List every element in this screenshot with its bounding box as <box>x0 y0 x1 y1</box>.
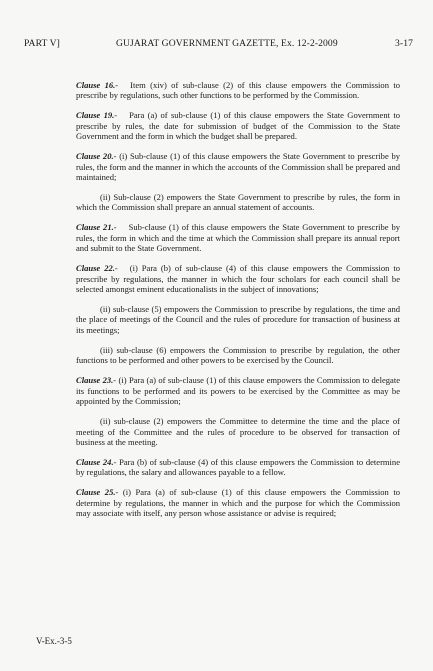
paragraph-text: Item (xiv) of sub-clause (2) of this clause empowers the Commission to prescribe by regulations, such other functions to be performed by the Commission. <box>76 80 401 101</box>
page-header <box>24 38 413 52</box>
clause-23-paragraph <box>76 375 400 406</box>
clause-label: Clause 21.- <box>76 222 117 233</box>
page-footer: V-Ex.-3-5 <box>36 636 72 646</box>
paragraph-text: (ii) sub-clause (2) empowers the Committee to determine the time and the place of meeting of the Committee and the rules of procedure to be observed for transaction of business at the meeting. <box>76 416 400 447</box>
clause-21-paragraph <box>76 222 400 253</box>
page-number: 3-17 <box>395 38 413 49</box>
clause-22-paragraph <box>76 263 400 294</box>
clause-label: Clause 20.- <box>76 151 117 162</box>
part-label: PART V] <box>24 38 60 49</box>
clause-20-subparagraph <box>76 192 400 213</box>
clause-22-subparagraph-iii <box>76 345 400 366</box>
clause-label: Clause 25.- <box>76 487 119 498</box>
clause-25-paragraph <box>76 487 400 518</box>
paragraph-text: (ii) sub-clause (5) empowers the Commission to prescribe by regulations, the time and the place of meetings of the Council and the rules of procedure for transaction of business at its meetings; <box>76 304 400 335</box>
paragraph-text: Para (a) of sub-clause (1) of this clause empowers the State Government to prescribe by rules, the date for submission of budget of the Commission to the State Government and the form in which the budget shall be prepared. <box>76 110 400 142</box>
paragraph-text: (i) Para (b) of sub-clause (4) of this clause empowers the Commission to prescribe by regulations, the manner in which the four scholars for each council shall be selected amongst eminent educationalists in the subject of innovations; <box>76 263 401 295</box>
paragraph-text: (ii) Sub-clause (2) empowers the State Government to prescribe by rules, the form in which the Commission shall prepare an annual statement of accounts. <box>76 192 400 213</box>
gazette-title: GUJARAT GOVERNMENT GAZETTE, Ex. 12-2-2009 <box>116 38 338 49</box>
paragraph-text: (i) Sub-clause (1) of this clause empowers the State Government to prescribe by rules, the form and the manner in which the accounts of the Commission shall be prepared and maintained; <box>76 151 400 183</box>
clause-label: Clause 24.- <box>76 456 117 467</box>
document-body <box>76 80 400 528</box>
clause-23-subparagraph <box>76 416 400 447</box>
clause-16-paragraph <box>76 80 400 101</box>
paragraph-text: Para (b) of sub-clause (4) of this clause empowers the Commission to determine by regulations, the salary and allowances payable to a fellow. <box>76 456 401 478</box>
clause-20-paragraph <box>76 151 400 182</box>
clause-label: Clause 16.- <box>76 80 119 90</box>
clause-19-paragraph <box>76 110 400 141</box>
clause-22-subparagraph-ii <box>76 304 400 335</box>
paragraph-text: (iii) sub-clause (6) empowers the Commission to prescribe by regulation, the other functions to be performed and other powers to be exercised by the Council. <box>76 344 400 366</box>
paragraph-text: (i) Para (a) of sub-clause (1) of this clause empowers the Commission to determine by regulations, the manner in which and the purpose for which the Commission may associate with itself, any person whose assistance or advise is required; <box>76 487 400 519</box>
paragraph-text: Sub-clause (1) of this clause empowers the State Government to prescribe by rules, the form in which and the time at which the Commission shall prepare its annual report and submit to the State Government. <box>76 222 400 254</box>
clause-label: Clause 23.- <box>76 375 117 386</box>
clause-24-paragraph <box>76 457 400 478</box>
paragraph-text: (i) Para (a) of sub-clause (1) of this clause empowers the Commission to delegate its functions to be performed and its powers to be exercised by the Committee as may be appointed by the Commission; <box>76 375 401 407</box>
clause-label: Clause 22.- <box>76 263 118 274</box>
clause-label: Clause 19.- <box>76 110 118 121</box>
